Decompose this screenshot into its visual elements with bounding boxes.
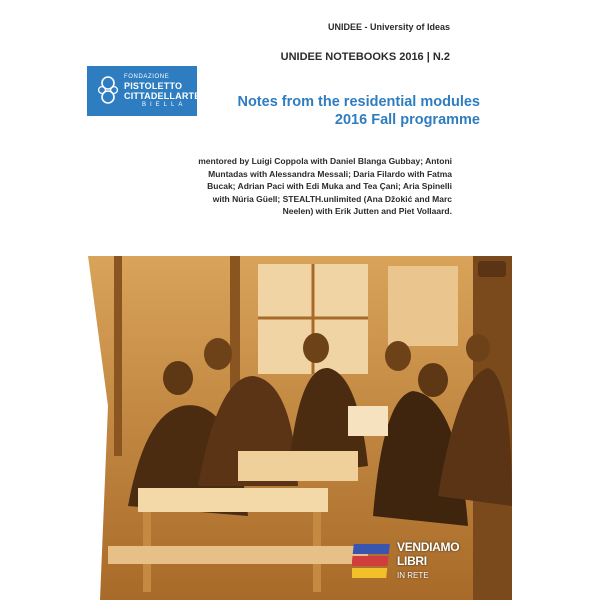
book-title [150, 93, 480, 129]
badge-word-3: IN RETE [397, 571, 429, 580]
publisher-label: UNIDEE - University of Ideas [327, 22, 450, 32]
badge-word-1: VENDIAMO [397, 540, 460, 554]
logo-line-4: BIELLA [142, 102, 187, 108]
flag-stripes-icon [352, 542, 392, 582]
logo-line-1: FONDAZIONE [124, 74, 170, 80]
logo-mark-icon [97, 74, 119, 106]
title-line-1: Notes from the residential modules [237, 94, 480, 110]
title-line-2: 2016 Fall programme [334, 112, 480, 128]
vendiamo-libri-badge [352, 536, 472, 588]
series-label: UNIDEE NOTEBOOKS 2016 | N.2 [280, 51, 450, 63]
badge-word-2: LIBRI [397, 554, 427, 568]
logo-line-3: CITTADELLARTE [124, 91, 201, 101]
logo-line-2: PISTOLETTO [124, 81, 183, 91]
credits-text: mentored by Luigi Coppola with Daniel Blanga Gubbay; Antoni Muntadas with Alessandra Messali; Daria Filardo with Fatma Bucak; Adrian Paci with Edi Muka and Tea Çani; Aria Spinelli with Núria Güell; STEALTH.unlimited (Ana Džokić and Marc Neelen) with Erik Jutten and Piet Vollaard. [198, 156, 452, 217]
